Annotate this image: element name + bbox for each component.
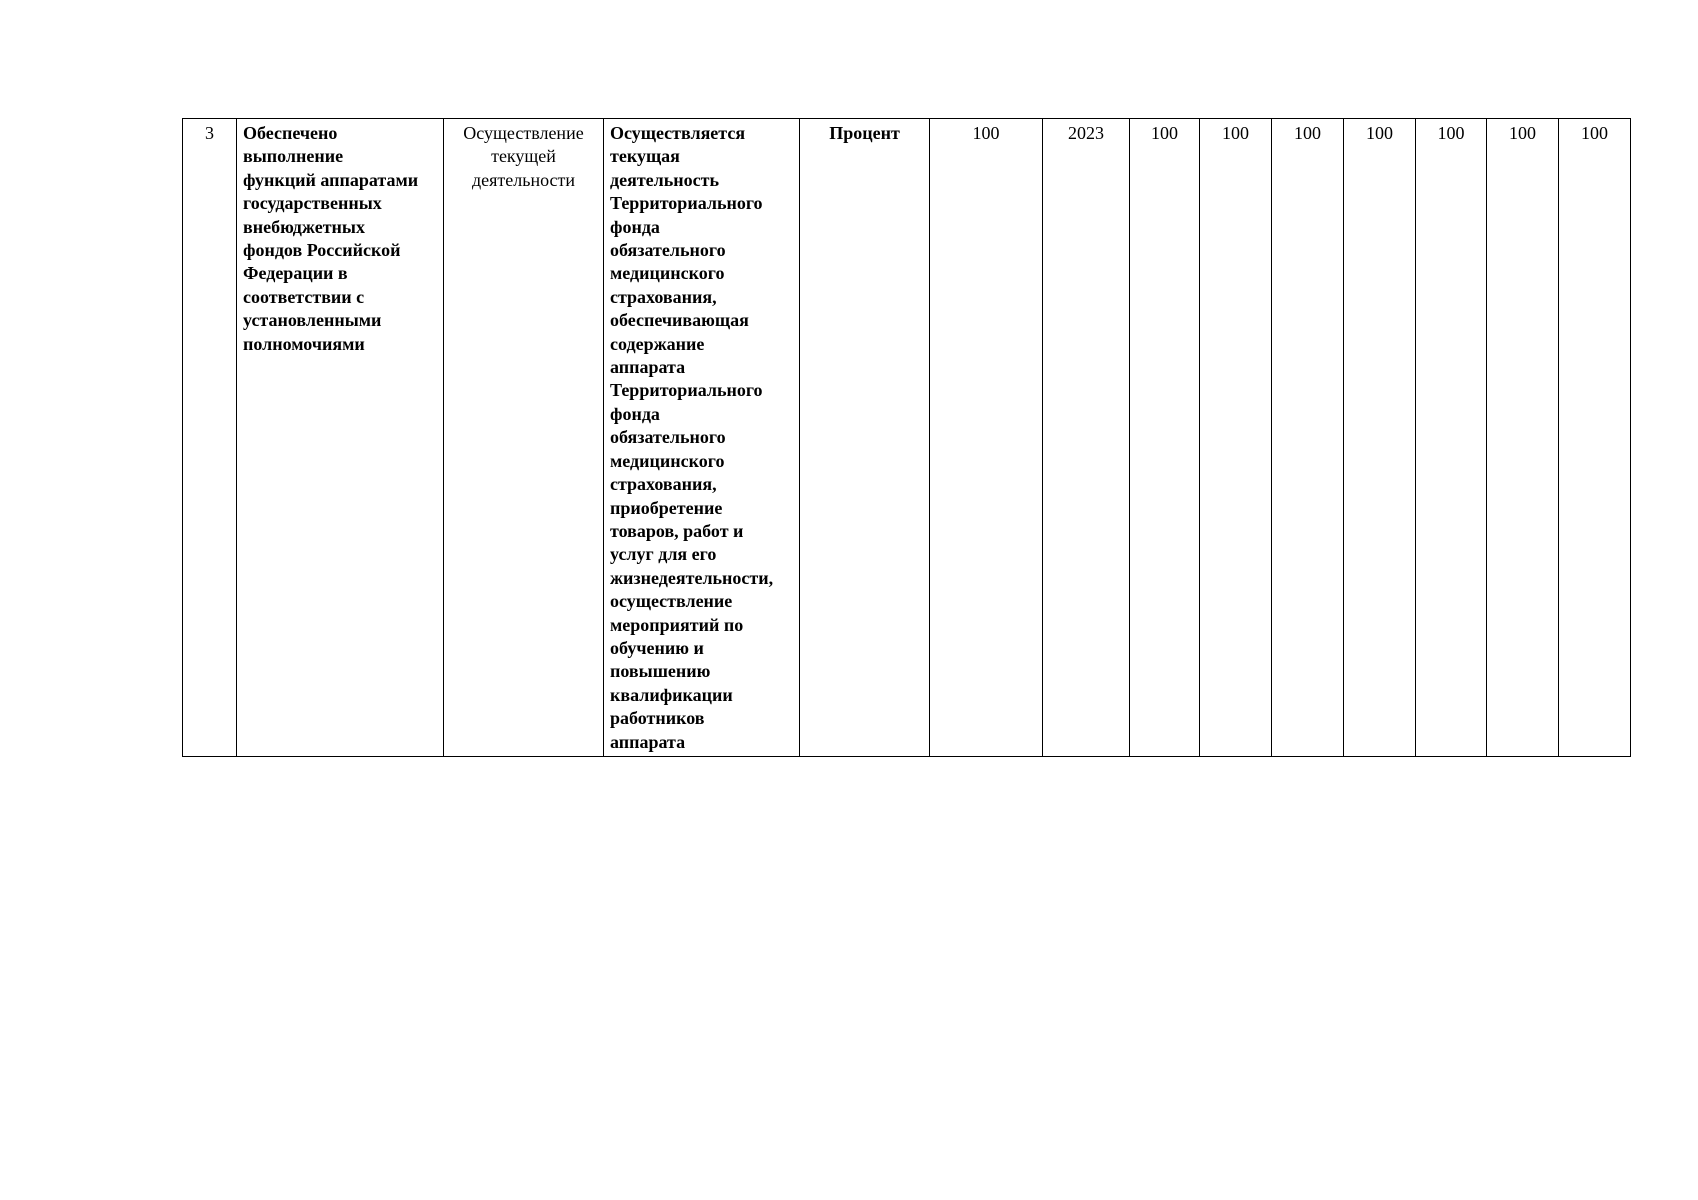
base-value-cell: 100: [930, 119, 1043, 757]
result-cell: Обеспечено выполнение функций аппаратами государственных внебюджетных фондов Российской Федерации в соответствии с установленными полномочиями: [237, 119, 444, 757]
value-cell: 100: [1559, 119, 1631, 757]
description-cell: Осуществляется текущая деятельность Территориального фонда обязательного медицинского страхования, обеспечивающая содержание аппарата Территориального фонда обязательного медицинского страхования, приобретение товаров, работ и услуг для его жизнедеятельности, осуществление мероприятий по обучению и повышению квалификации работников аппарата: [604, 119, 800, 757]
value-cell: 100: [1416, 119, 1487, 757]
value-cell: 100: [1272, 119, 1344, 757]
row-number-cell: 3: [183, 119, 237, 757]
value-cell: 100: [1344, 119, 1416, 757]
indicators-table: [182, 118, 1631, 757]
table-row: [183, 119, 1631, 757]
value-cell: 100: [1487, 119, 1559, 757]
value-cell: 100: [1200, 119, 1272, 757]
unit-cell: Процент: [800, 119, 930, 757]
event-type-cell: Осуществление текущей деятельности: [444, 119, 604, 757]
base-year-cell: 2023: [1043, 119, 1130, 757]
value-cell: 100: [1130, 119, 1200, 757]
